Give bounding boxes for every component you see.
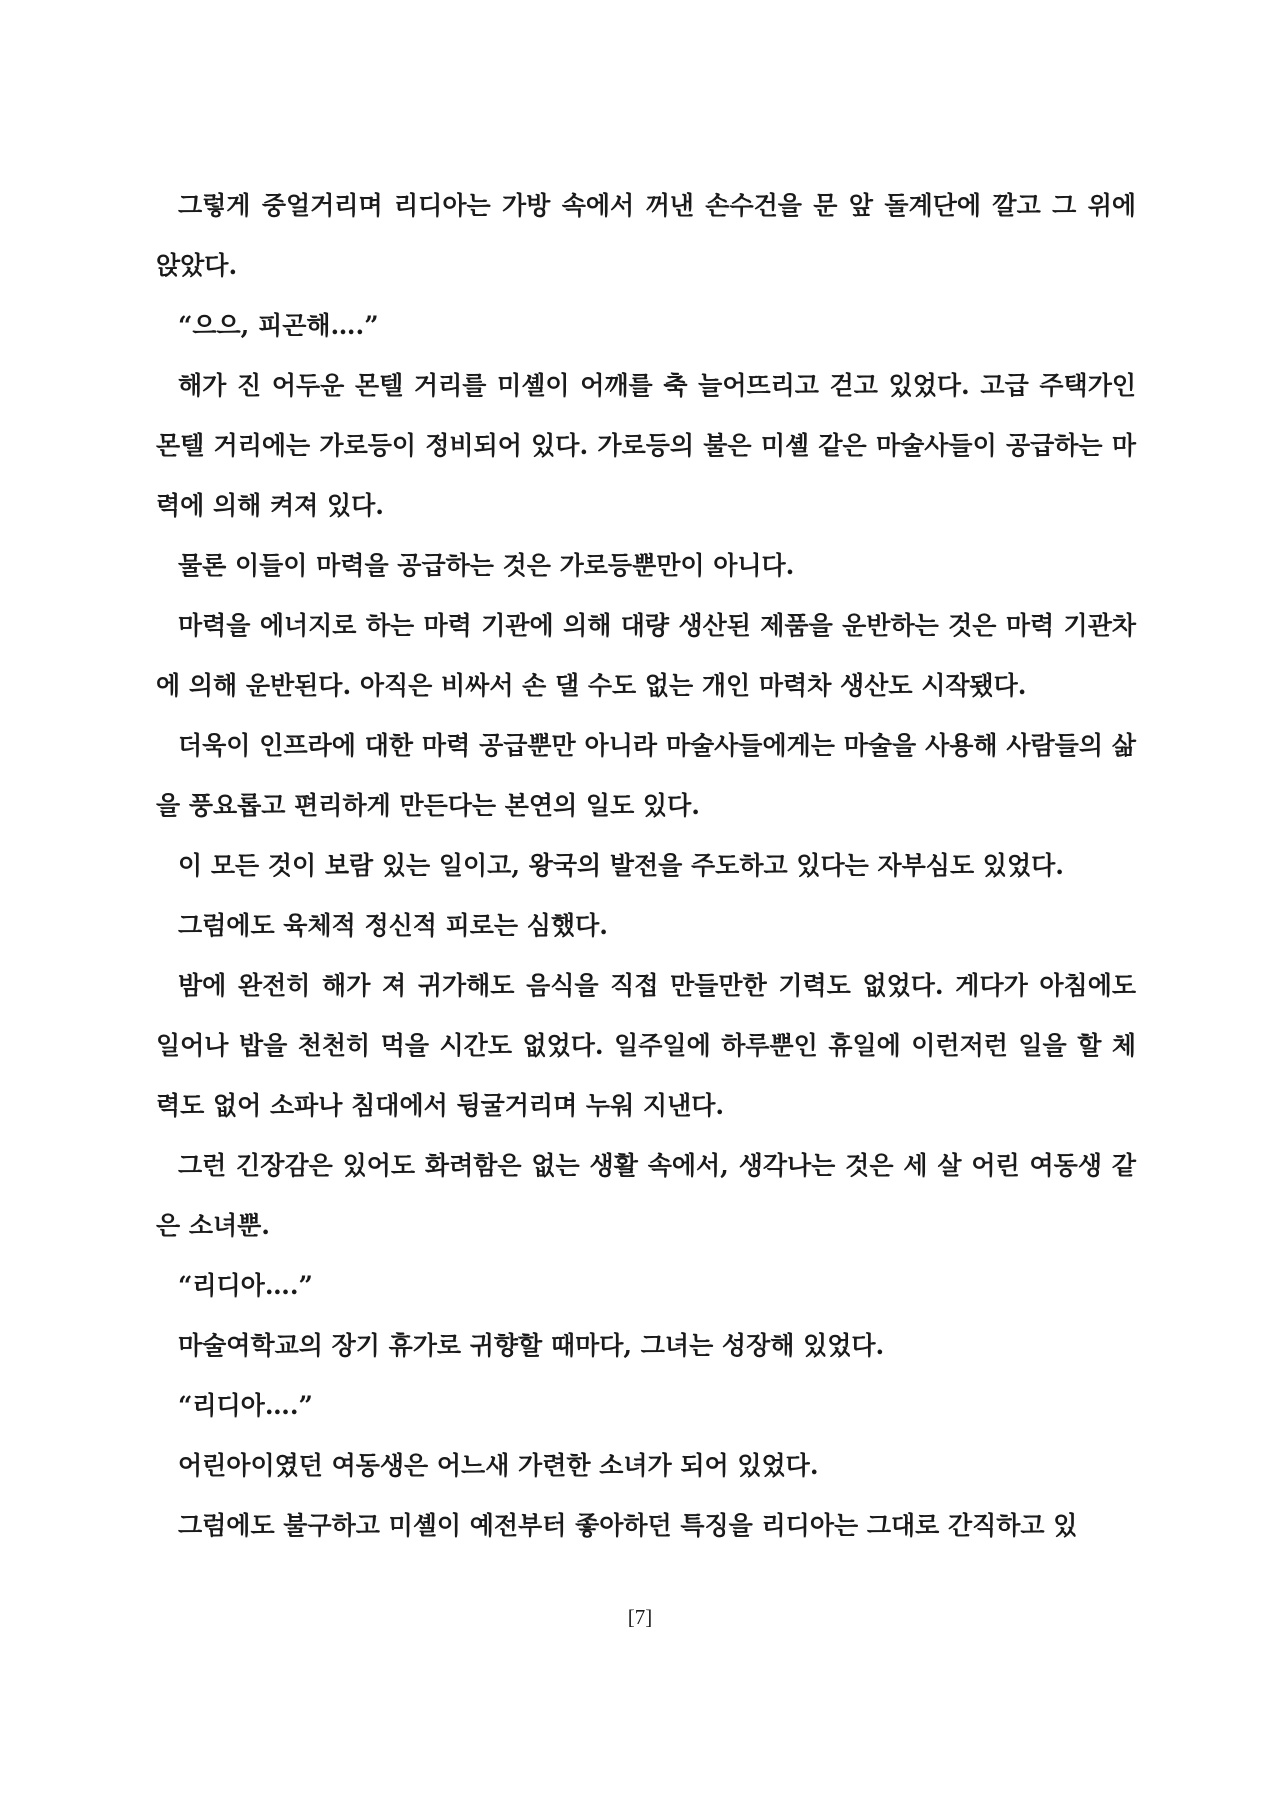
paragraph: 물론 이들이 마력을 공급하는 것은 가로등뿐만이 아니다. bbox=[178, 551, 795, 580]
body-text bbox=[156, 176, 1136, 1556]
paragraph: 어린아이였던 여동생은 어느새 가련한 소녀가 되어 있었다. bbox=[178, 1451, 819, 1480]
paragraph: 마술여학교의 장기 휴가로 귀향할 때마다, 그녀는 성장해 있었다. bbox=[178, 1331, 885, 1360]
paragraph: 그럼에도 불구하고 미셸이 예전부터 좋아하던 특징을 리디아는 그대로 간직하고 있 bbox=[178, 1511, 1078, 1540]
paragraph: 밤에 완전히 해가 져 귀가해도 음식을 직접 만들만한 기력도 없었다. 게다가 아침에도 일어나 밥을 천천히 먹을 시간도 없었다. 일주일에 하루뿐인 휴일에 이런저런 일을 할 체력도 없어 소파나 침대에서 뒹굴거리며 누워 지낸다. bbox=[156, 971, 1136, 1120]
paragraph: “으으, 피곤해….” bbox=[178, 311, 379, 340]
paragraph: 해가 진 어두운 몬텔 거리를 미셸이 어깨를 축 늘어뜨리고 걷고 있었다. 고급 주택가인 몬텔 거리에는 가로등이 정비되어 있다. 가로등의 불은 미셸 같은 마술사들이 공급하는 마력에 의해 켜져 있다. bbox=[156, 371, 1136, 520]
page-number: [7] bbox=[627, 1605, 653, 1629]
paragraph: 더욱이 인프라에 대한 마력 공급뿐만 아니라 마술사들에게는 마술을 사용해 사람들의 삶을 풍요롭고 편리하게 만든다는 본연의 일도 있다. bbox=[156, 731, 1136, 820]
paragraph: 이 모든 것이 보람 있는 일이고, 왕국의 발전을 주도하고 있다는 자부심도 있었다. bbox=[178, 851, 1064, 880]
paragraph: 그렇게 중얼거리며 리디아는 가방 속에서 꺼낸 손수건을 문 앞 돌계단에 깔고 그 위에 앉았다. bbox=[156, 191, 1136, 280]
paragraph: 그럼에도 육체적 정신적 피로는 심했다. bbox=[178, 911, 608, 940]
paragraph: 마력을 에너지로 하는 마력 기관에 의해 대량 생산된 제품을 운반하는 것은 마력 기관차에 의해 운반된다. 아직은 비싸서 손 댈 수도 없는 개인 마력차 생산도 시작됐다. bbox=[156, 611, 1136, 700]
paragraph: 그런 긴장감은 있어도 화려함은 없는 생활 속에서, 생각나는 것은 세 살 어린 여동생 같은 소녀뿐. bbox=[156, 1151, 1136, 1240]
paragraph: “리디아….” bbox=[178, 1391, 313, 1420]
paragraph: “리디아….” bbox=[178, 1271, 313, 1300]
